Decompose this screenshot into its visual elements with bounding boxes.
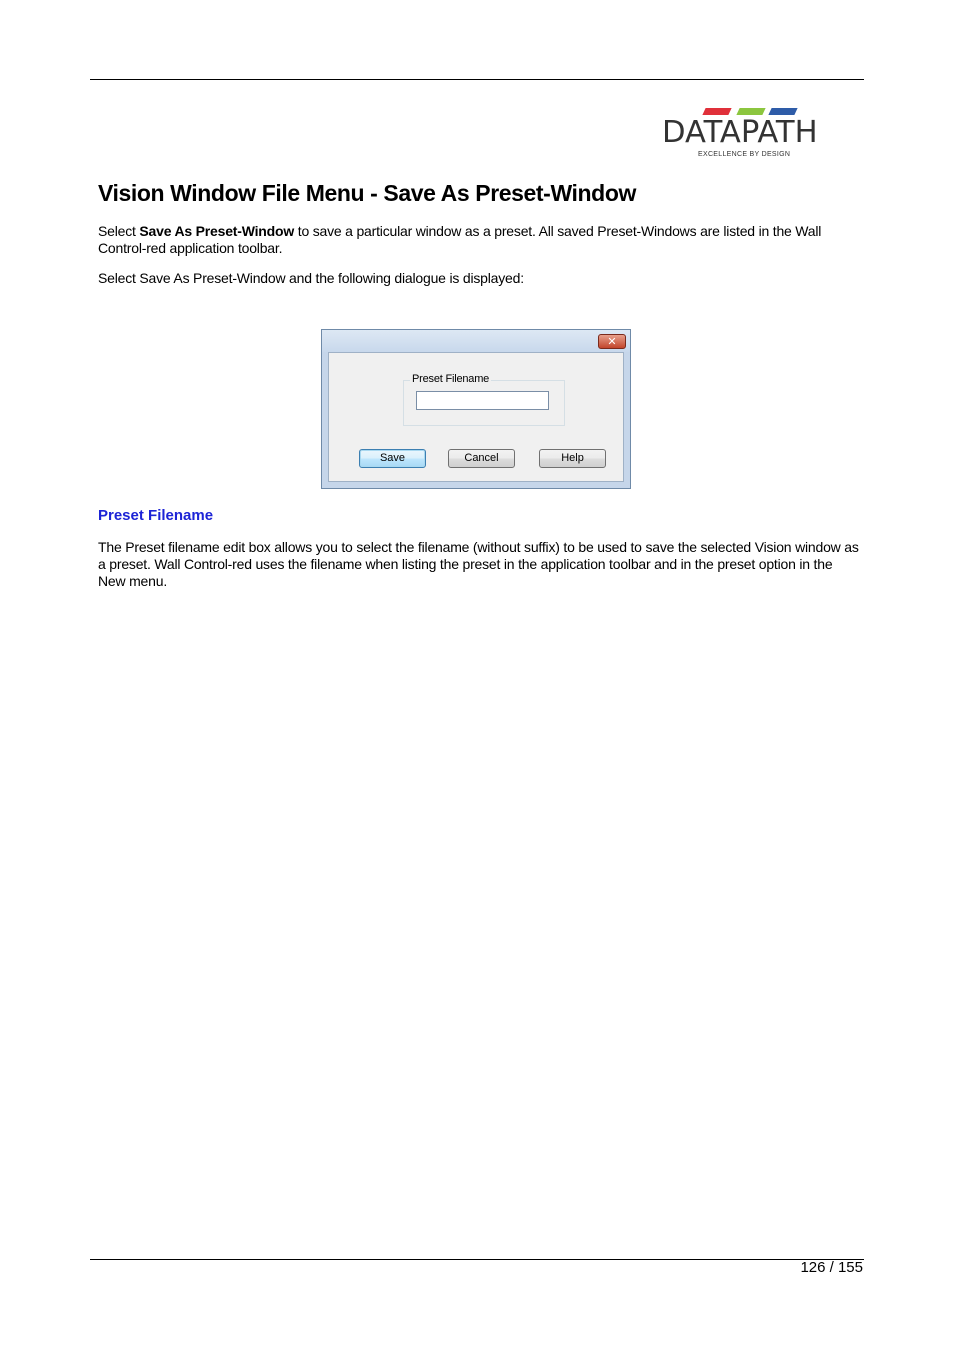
- preset-filename-label: Preset Filename: [412, 373, 490, 385]
- preset-filename-group: [403, 373, 565, 426]
- intro-command: Save As Preset-Window: [139, 223, 295, 239]
- logo-blue-stripe: [768, 108, 797, 115]
- footer-rule: [90, 1259, 864, 1260]
- header-rule: [90, 79, 864, 80]
- intro-prefix: Select: [98, 223, 140, 239]
- logo-red-stripe: [702, 108, 731, 115]
- page-title: Vision Window File Menu - Save As Preset-Window: [98, 180, 636, 206]
- intro-paragraph: [98, 223, 860, 257]
- section-heading: Preset Filename: [98, 507, 214, 524]
- help-button[interactable]: Help: [539, 449, 606, 468]
- dialog-titlebar[interactable]: [322, 330, 630, 352]
- section-body: The Preset filename edit box allows you to select the filename (without suffix) to be used to save the selected Vision window as a preset. Wall Control-red uses the filename when listing the preset in the application toolbar and in the preset option in the New menu.: [98, 539, 859, 589]
- datapath-logo: [660, 106, 836, 162]
- dialog-client-area: [328, 352, 624, 482]
- save-preset-dialog: [321, 329, 631, 489]
- dialog-frame-bottom: [322, 482, 630, 488]
- page-number: 126 / 155: [800, 1259, 863, 1276]
- preset-filename-input[interactable]: [416, 391, 549, 410]
- logo-wordmark: DATAPATH: [662, 115, 818, 150]
- dialog-frame-right: [624, 352, 630, 488]
- close-icon: ✕: [607, 335, 617, 348]
- logo-green-stripe: [736, 108, 765, 115]
- logo-tagline: EXCELLENCE BY DESIGN: [698, 151, 791, 158]
- intro-suffix: to save a particular window as a preset. All saved Preset-Windows are listed in the Wall Control-red application toolbar.: [98, 223, 822, 256]
- instruction-paragraph: Select Save As Preset-Window and the following dialogue is displayed:: [98, 270, 524, 286]
- close-button[interactable]: [598, 334, 626, 349]
- save-button[interactable]: Save: [359, 449, 426, 468]
- cancel-button[interactable]: Cancel: [448, 449, 515, 468]
